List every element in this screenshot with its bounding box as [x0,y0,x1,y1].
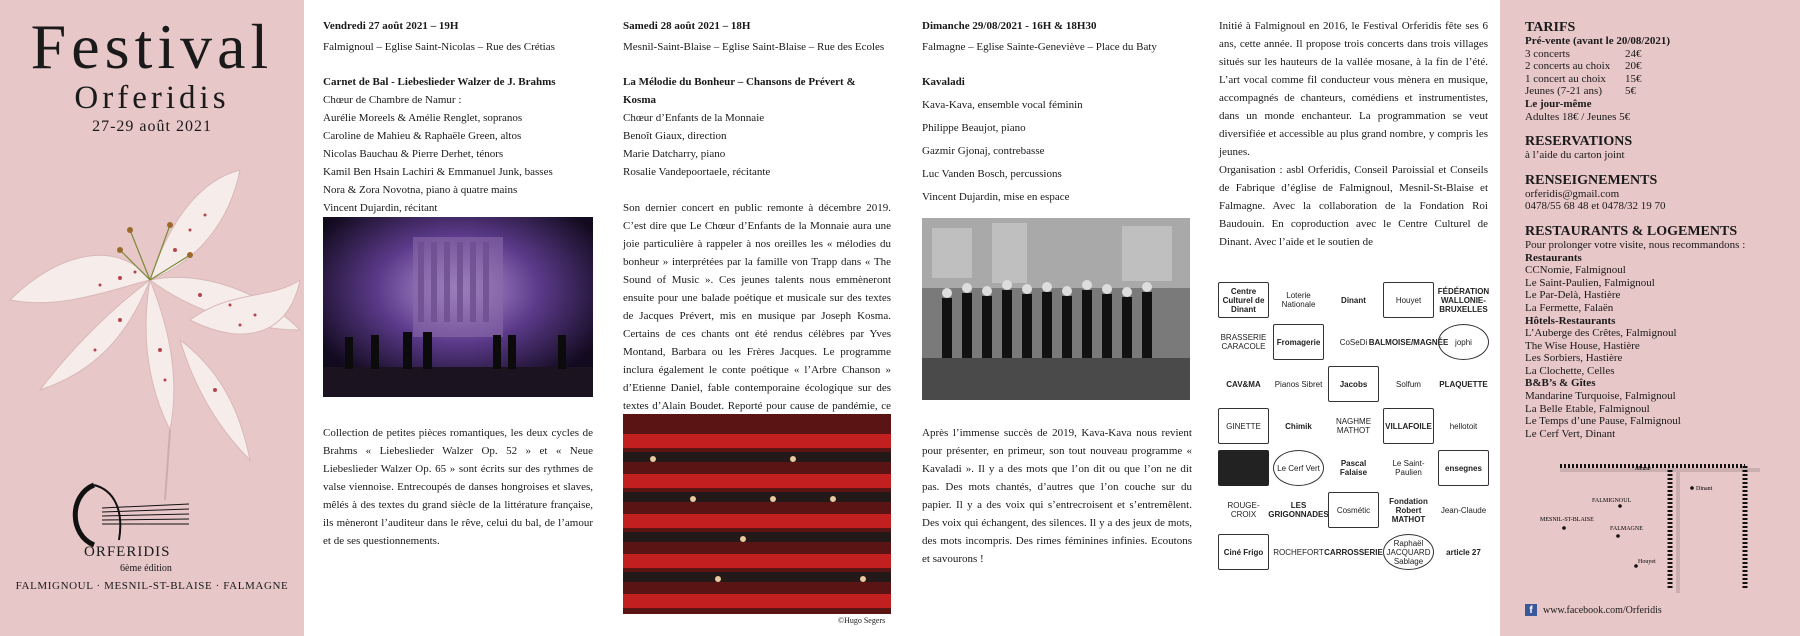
concert-3-performer: Luc Vanden Bosch, percussions [922,168,1062,180]
sponsor-logo: Centre Culturel de Dinant [1218,282,1269,318]
sponsor-logo [1218,450,1269,486]
info-column [1500,0,1800,636]
concert-2-column [623,0,891,636]
reservations-title: RESERVATIONS [1525,134,1633,150]
sponsor-logo: jophi [1438,324,1489,360]
map-falmignoul-label: FALMIGNOUL [1592,498,1632,504]
sponsor-logo: Raphaël JACQUARD Sablage [1383,534,1434,570]
price-label: 3 concerts [1525,47,1570,60]
map-houyet-label: Houyet [1638,559,1656,565]
price-row [1525,60,1795,73]
recommendation-groups [1525,252,1795,441]
sponsor-logo: Loterie Nationale [1281,291,1316,309]
concert-1-performer: Caroline de Mahieu & Raphaële Green, altos [323,130,522,142]
concert-3-performer: Gazmir Gjonaj, contrebasse [922,145,1045,157]
sameday-title: Le jour-même [1525,97,1592,110]
concert-3-description: Après l’immense succès de 2019, Kava-Kava nous revient pour présenter, en primeur, son tout nouveau programme « Kavaladi ». Il y a des mots que l’on dit ou que l’on ne dit pas. Des mots chantés, d’autres que l’on couche sur du papier. Il y a des voix qui s’entrecroisent et s’entremêlent. Des voix qui échangent, des silences. Il y a des jeux de mots, des mots incompris. Des rimes féminines infinies. Ecoutons et savourons ! [922,427,1192,565]
recommendation-item: The Wise House, Hastière [1525,339,1640,352]
recommendation-item: La Clochette, Celles [1525,364,1615,377]
price-label: 1 concert au choix [1525,72,1606,85]
price-row [1525,73,1795,86]
recommendation-group-title: Restaurants [1525,251,1582,264]
facebook-url[interactable]: www.facebook.com/Orferidis [1543,604,1662,616]
sponsor-logo: BRASSERIE CARACOLE [1220,333,1267,351]
concert-1-performer: Nora & Zora Novotna, piano à quatre mains [323,184,518,196]
recommendation-item: La Belle Etable, Falmignoul [1525,402,1650,415]
about-intro: Initié à Falmignoul en 2016, le Festival Orferidis fête ses 6 ans, cette année. Il propose trois concerts dans trois villages situés sur les hauteurs de la vallée mosane, à la fin de l’été. L’art vocal comme fil conducteur vous mènera en musique, accompagnés de chanteurs, comédiens et instrumentistes, dans un monde enchanteur. La programmation se veut diversifiée et accessible au plus grand nombre, y compris les jeunes. [1219,20,1488,158]
photo-credit: ©Hugo Segers [838,616,886,625]
concert-1-place: Falmignoul – Eglise Saint-Nicolas – Rue des Crétias [323,41,555,53]
concert-3-place: Falmagne – Eglise Sainte-Geneviève – Place du Baty [922,41,1157,53]
sponsor-logo: Pianos Sibret [1274,379,1323,389]
logo-wordmark: ORFERIDIS [84,544,171,560]
concert-3-program: Kavaladi [922,76,965,88]
concert-2-place: Mesnil-Saint-Blaise – Eglise Saint-Blaise – Rue des Ecoles [623,41,885,53]
map-falmagne-label: FALMAGNE [1610,526,1643,532]
festival-title: Festival [30,11,274,82]
price-value: 15€ [1625,72,1642,85]
price-value: 20€ [1625,60,1642,73]
map-mesnil-label: MESNIL-ST-BLAISE [1540,517,1594,523]
sponsor-logo: Cosmétic [1328,492,1379,528]
recommendation-group-title: Hôtels-Restaurants [1525,314,1616,327]
lily-flower-illustration [0,160,304,500]
sponsor-logo: hellotoit [1449,421,1478,431]
contact-phones: 0478/55 68 48 et 0478/32 19 70 [1525,200,1666,213]
concert-1-column [323,0,593,636]
price-label: 2 concerts au choix [1525,60,1611,73]
sponsor-logo: ROUGE-CROIX [1227,501,1260,519]
sponsor-logo: NAGHME MATHOT [1335,417,1372,435]
sponsor-logo: CARROSSERIE [1324,547,1383,557]
concert-1-date: Vendredi 27 août 2021 – 19H [323,20,459,32]
sponsor-logo: Chimik [1285,421,1312,431]
concert-1-performer: Nicolas Bauchau & Pierre Derhet, ténors [323,148,504,160]
sponsor-logo: Pascal Falaise [1339,459,1368,477]
sponsor-logo: article 27 [1446,547,1481,557]
concert-2-description: Son dernier concert en public remonte à décembre 2019. C’est dire que Le Chœur d’Enfants de la Monnaie aura une joie particulière à rappeler à nos oreilles les « mélodies du bonheur » interprétées par la famille von Trapp dans « The Sound of Music ». Ces jeunes talents nous emmèneront ensuite pour une balade poétique et musicale sur des textes de Jacques Prévert, mis en musique par Joseph Kosma. Certains de ces chants ont été rendus célèbres par Yves Montand, Barbara ou les Frères Jacques. Le programme inclura également le conte poétique « l’Arbre Chanson » d’Etienne Daniel, fable contemporaine écologique sur des textes d’Alain Boudet. Reporté pour cause de pandémie, ce [623,202,891,412]
edition-label: 6ème édition [120,563,172,574]
sponsor-logo: Le Saint-Paulien [1392,459,1425,477]
villages-list: FALMIGNOUL · MESNIL-ST-BLAISE · FALMAGNE [15,580,289,592]
price-value: 5€ [1625,85,1636,98]
concert-2-performer: Rosalie Vandepoortaele, récitante [623,166,771,178]
sponsor-logo: Dinant [1341,295,1366,305]
sponsor-logo: GINETTE [1218,408,1269,444]
sponsor-logo: Houyet [1383,282,1434,318]
concert-1-performer: Aurélie Moreels & Amélie Renglet, sopranos [323,112,523,124]
sponsor-logo: CAV&MA [1226,379,1261,389]
sponsor-logo: Solfum [1396,379,1421,389]
festival-dates: 27-29 août 2021 [92,118,212,135]
facebook-link[interactable] [1525,604,1662,616]
sponsor-logo: BALMOISE/MAGNÉE [1368,337,1449,347]
recommendation-item: Mandarine Turquoise, Falmignoul [1525,390,1676,403]
map-dinant-label: Dinant [1696,486,1713,492]
sponsor-logo: ROCHEFORT [1273,547,1324,557]
renseignements-title: RENSEIGNEMENTS [1525,172,1658,188]
reservations-text: à l’aide du carton joint [1525,149,1625,162]
recommendation-item: Le Cerf Vert, Dinant [1525,427,1616,440]
recommendation-group-title: B&B’s & Gîtes [1525,377,1596,390]
concert-3-date: Dimanche 29/08/2021 - 16H & 18H30 [922,20,1097,32]
concert-1-photo [323,217,593,397]
concert-1-program: Carnet de Bal - Liebeslieder Walzer de J. Brahms [323,76,556,88]
sponsor-logo: ensegnes [1438,450,1489,486]
sameday-prices: Adultes 18€ / Jeunes 5€ [1525,110,1631,123]
map-river-label: Meuse [1635,466,1651,472]
concert-2-performer: Marie Datcharry, piano [623,148,726,160]
concert-2-program: La Mélodie du Bonheur – Chansons de Prévert & Kosma [623,76,856,106]
price-value: 24€ [1625,47,1642,60]
concert-3-performer: Philippe Beaujot, piano [922,122,1026,134]
sponsor-logo: CoSeDi [1339,337,1368,347]
sponsor-logo: Jacobs [1328,366,1379,402]
tarifs-title: TARIFS [1525,20,1576,35]
sponsor-logo: PLAQUETTE [1439,379,1488,389]
festival-name: Orferidis [74,80,230,116]
sponsor-logo: LES GRIGONNADES [1268,501,1329,519]
restaurants-intro: Pour prolonger votre visite, nous recommandons : [1525,238,1746,251]
facebook-icon: f [1525,604,1537,616]
about-organisation: Organisation : asbl Orferidis, Conseil Paroissial et Conseils de Fabrique d’église de Falmignoul, Mesnil-St-Blaise et Falmagne. Avec la collaboration de la Fondation Roi Baudouin. En coproduction avec le Centre Culturel de Dinant. Avec l’aide et le soutien de [1219,164,1488,248]
concert-1-description: Collection de petites pièces romantiques, les deux cycles de Brahms « Liebeslieder Walzer Op. 52 » et « Neue Liebeslieder Walzer Op. 65 » sont écrits sur des rythmes de valse viennoise. Entrecoupés de danses hongroises et slaves, mêlés à des textes du grand siècle de la littérature française, ils mèneront l’auditeur dans le rêve, celui du bal, de l’amour et de ses questionnements. [323,427,593,547]
concert-3-performer: Vincent Dujardin, mise en espace [922,191,1070,203]
region-map [1540,458,1780,593]
sponsor-logo: Fondation Robert MATHOT [1389,496,1428,524]
recommendation-item: CCNomie, Falmignoul [1525,264,1626,277]
price-row [1525,85,1795,98]
concert-2-date: Samedi 28 août 2021 – 18H [623,20,751,32]
concert-3-column [922,0,1192,636]
lyre-logo-icon [64,480,194,550]
recommendation-item: Le Saint-Paulien, Falmignoul [1525,276,1655,289]
restaurants-title: RESTAURANTS & LOGEMENTS [1525,223,1738,239]
recommendation-item: Les Sorbiers, Hastière [1525,352,1623,365]
recommendation-item: Le Temps d’une Pause, Falmignoul [1525,415,1681,428]
concert-1-performer: Kamil Ben Hsain Lachiri & Emmanuel Junk, basses [323,166,553,178]
presale-title: Pré-vente (avant le 20/08/2021) [1525,35,1671,47]
sponsor-logo: Jean-Claude [1440,505,1487,515]
concert-2-photo [623,414,891,614]
price-label: Jeunes (7-21 ans) [1525,85,1602,98]
sponsor-logo: FÉDÉRATION WALLONIE-BRUXELLES [1437,286,1490,314]
recommendation-item: Le Par-Delà, Hastière [1525,289,1621,302]
concert-2-performer: Benoît Giaux, direction [623,130,727,142]
sponsor-logo: Le Cerf Vert [1273,450,1324,486]
recommendation-item: L’Auberge des Crêtes, Falmignoul [1525,327,1677,340]
sponsor-logo: VILLAFOILE [1383,408,1434,444]
sponsor-logo: Ciné Frigo [1218,534,1269,570]
concert-1-performer: Vincent Dujardin, récitant [323,202,438,214]
concert-3-photo [922,218,1190,400]
recommendation-item: La Fermette, Falaën [1525,301,1614,314]
sponsor-logo: Fromagerie [1273,324,1324,360]
contact-email[interactable]: orferidis@gmail.com [1525,187,1620,200]
concert-2-performer: Chœur d’Enfants de la Monnaie [623,112,765,124]
concert-3-performer: Kava-Kava, ensemble vocal féminin [922,99,1083,111]
concert-1-ensemble: Chœur de Chambre de Namur : [323,94,462,106]
price-row [1525,48,1795,61]
cover-panel [0,0,304,636]
